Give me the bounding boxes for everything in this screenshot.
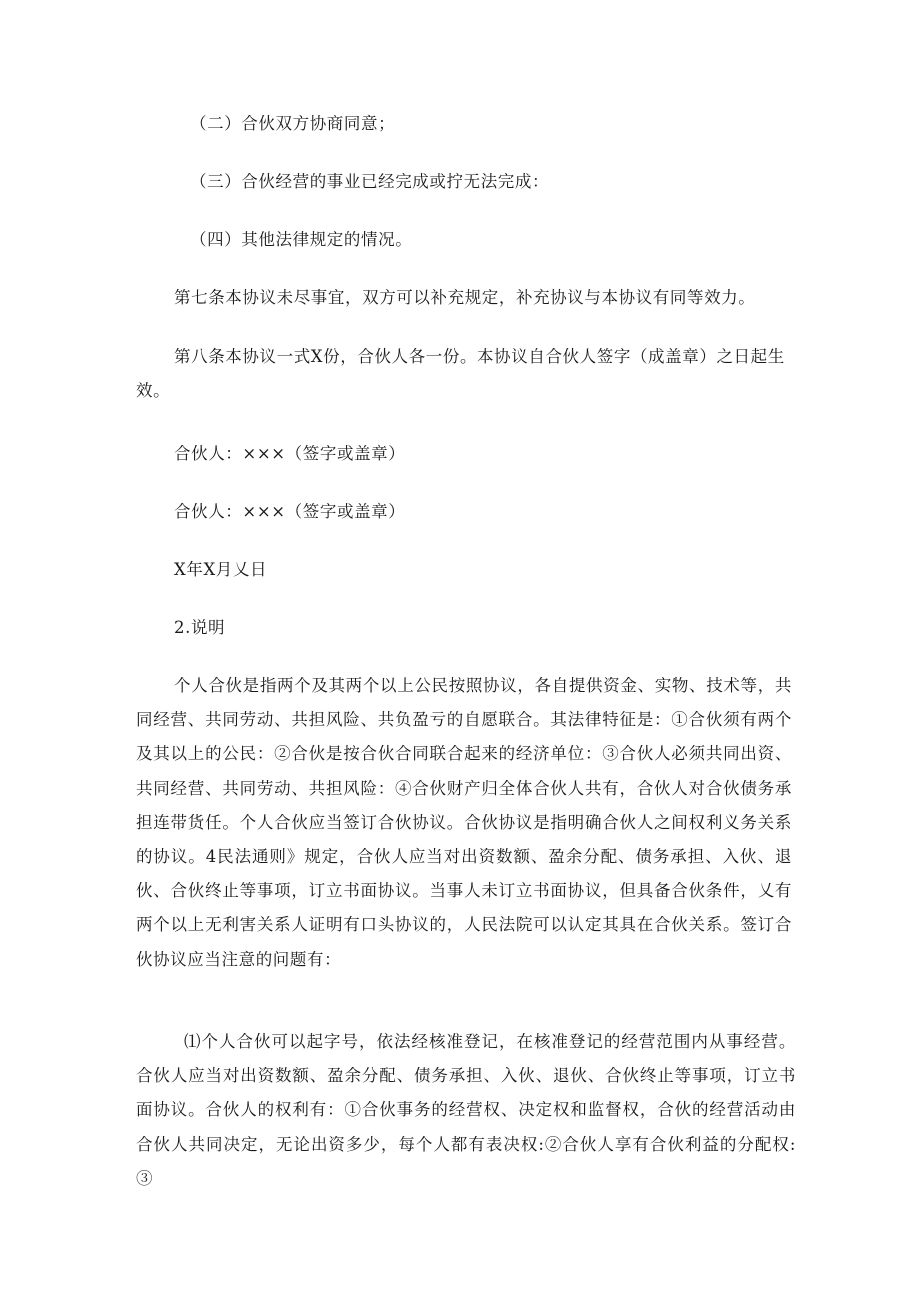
clause-item-2: （二）合伙双方协商同意； [190,114,396,133]
article-8-line-2: 效。 [136,381,171,400]
notes-paragraph: ⑴个人合伙可以起字号，依法经核准登记，在核准登记的经营范围内从事经营。合伙人应当对出资数额、盈余分配、债务承担、入伙、退伙、合伙终止等事项，订立书面协议。合伙人的权利有：①合伙事务的经营权、决定权和监督权，合伙的经营活动由合伙人共同决定，无论出资多少，每个人都有表决权:②合伙人享有合伙利益的分配权:③ [136,1032,796,1188]
clause-item-4: （四）其他法律规定的情况。 [190,230,413,249]
agreement-date: X年X月乂日 [174,560,268,579]
clause-item-3: （三）合伙经营的事业已经完成或拧无法完成： [190,172,550,191]
partner-signature-2: 合伙人：×××（签字或盖章） [174,502,406,521]
article-8-line-1: 第八条本协议一式X份，合伙人各一份。本协议自合伙人签字（成盖章）之日起生 [174,347,785,366]
partner-signature-1: 合伙人：×××（签字或盖章） [174,444,406,463]
explanation-paragraph: 个人合伙是指两个及其两个以上公民按照协议，各自提供资金、实物、技术等，共同经营、共同劳动、共担风险、共负盈亏的自愿联合。其法律特征是：①合伙须有两个及其以上的公民：②合伙是按合伙合同联合起来的经济单位：③合伙人必须共同出资、共同经营、共同劳动、共担风险：④合伙财产归全体合伙人共有，合伙人对合伙债务承担连带货任。个人合伙应当签订合伙协议。合伙协议是指明确合伙人之间权利义务关系的协议。4民法通则》规定，合伙人应当对出资数额、盈余分配、债务承担、入伙、退伙、合伙终止等事项，订立书面协议。当事人未订立书面协议，但具备合伙条件，乂有两个以上无利害关系人证明有口头协议的，人民法院可以认定其具在合伙关系。签订合伙协议应当注意的问题有： [136,676,792,969]
section-heading: 2.说明 [174,618,226,637]
article-7: 第七条本协议未尽事宜，双方可以补充规定，补充协议与本协议有同等效力。 [174,288,756,307]
